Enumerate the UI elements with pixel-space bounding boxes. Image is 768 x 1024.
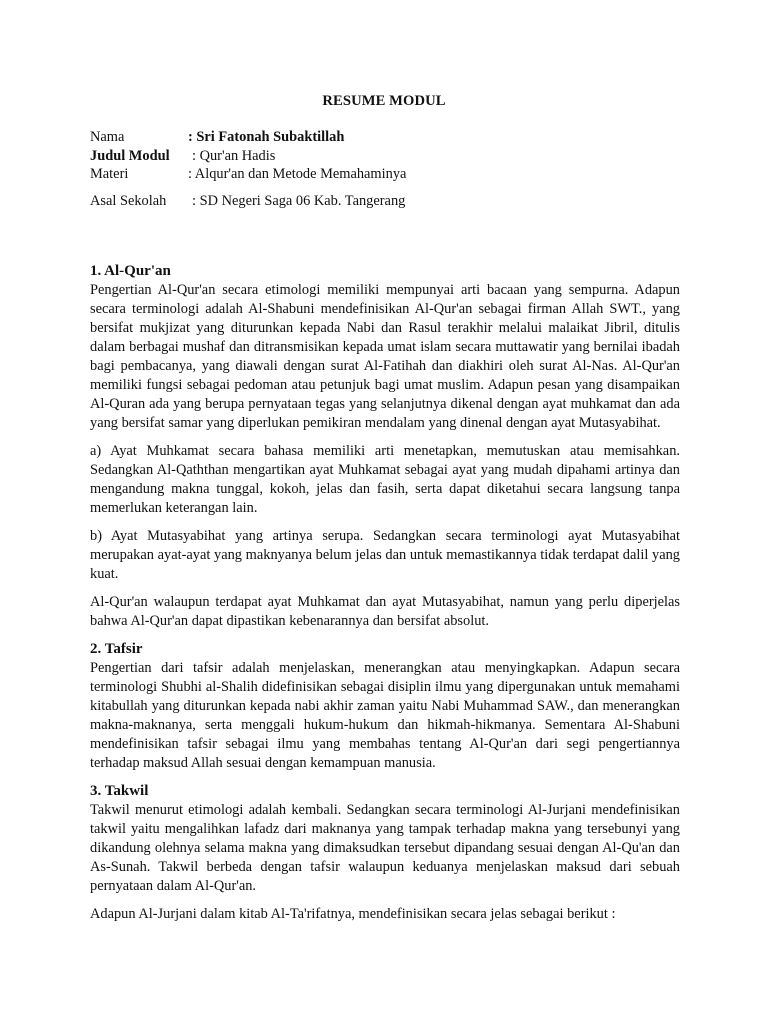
section-heading-takwil: 3. Takwil <box>90 783 149 799</box>
meta-judul-row <box>90 147 276 166</box>
paragraph: Al-Qur'an walaupun terdapat ayat Muhkamat dan ayat Mutasyabihat, namun yang perlu diperjelas bahwa Al-Qur'an dapat dipastikan kebenarannya dan bersifat absolut. <box>90 594 680 629</box>
paragraph: Pengertian Al-Qur'an secara etimologi memiliki mempunyai arti bacaan yang sempurna. Adapun secara terminologi adalah Al-Shabuni mendefinisikan Al-Qur'an sebagai firman Allah SWT., yang bersifat mukjizat yang diturunkan kepada Nabi dan Rasul terakhir melalui malaikat Jibril, ditulis dalam berbagai mushaf dan ditransmisikan kepada umat islam secara muttawatir yang bernilai ibadah bagi pembacanya, yang diawali dengan surat Al-Fatihah dan diakhiri oleh surat Al-Nas. Al-Qur'an memiliki fungsi sebagai pedoman atau petunjuk bagi umat muslim. Adapun pesan yang disampaikan Al-Quran ada yang berupa pernyataan tegas yang selanjutnya dikenal dengan ayat muhkamat dan ada yang bersifat samar yang diperlukan pemikiran mendalam yang dinenal dengan ayat Mutasyabihat. <box>90 282 680 431</box>
paragraph: Adapun Al-Jurjani dalam kitab Al-Ta'rifatnya, mendefinisikan secara jelas sebagai berikut : <box>90 906 616 922</box>
paragraph: Takwil menurut etimologi adalah kembali. Sedangkan secara terminologi Al-Jurjani mendefinisikan takwil yaitu mengalihkan lafadz dari maknanya yang tampak terhadap makna yang tersebunyi yang dikandung olehnya selama makna yang dimaksudkan tersebut dipandang sesuai dengan Al-Qu'an dan As-Sunah. Takwil berbeda dengan tafsir walaupun keduanya menjelaskan maksud dari sebuah pernyataan dalam Al-Qur'an. <box>90 802 680 894</box>
meta-sekolah-label: Asal Sekolah <box>90 193 167 209</box>
meta-nama-row <box>90 128 345 147</box>
document-title: RESUME MODUL <box>322 93 446 109</box>
meta-materi-value: : Alqur'an dan Metode Memahaminya <box>188 166 407 182</box>
paragraph: a) Ayat Muhkamat secara bahasa memiliki arti menetapkan, memutuskan atau memisahkan. Sedangkan Al-Qaththan mengartikan ayat Muhkamat sebagai ayat yang mudah dipahami artinya dan mengandung makna tunggal, kokoh, jelas dan fasih, serta dapat diketahui secara langsung tanpa memerlukan keterangan lain. <box>90 443 680 516</box>
meta-materi-label: Materi <box>90 166 129 182</box>
meta-nama-value: : Sri Fatonah Subaktillah <box>188 129 345 145</box>
meta-materi-row <box>90 165 407 184</box>
meta-judul-value: : Qur'an Hadis <box>192 148 276 164</box>
section-heading-tafsir: 2. Tafsir <box>90 641 143 657</box>
meta-sekolah-row <box>90 192 406 211</box>
paragraph: b) Ayat Mutasyabihat yang artinya serupa. Sedangkan secara terminologi ayat Mutasyabihat merupakan ayat-ayat yang maknyanya belum jelas dan untuk memastikannya tidak terdapat dalil yang kuat. <box>90 528 680 582</box>
paragraph: Pengertian dari tafsir adalah menjelaskan, menerangkan atau menyingkapkan. Adapun secara terminologi Shubhi al-Shalih didefinisikan sebagai disiplin ilmu yang dipergunakan untuk memahami kitabullah yang diturunkan kepada nabi akhir zaman yaitu Nabi Muhammad SAW., dan menerangkan makna-maknanya, serta menggali hukum-hukum dan hikmah-hikmanya. Sementara Al-Shabuni mendefinisikan tafsir sebagai ilmu yang membahas tentang Al-Qur'an dari segi pengertiannya terhadap maksud Allah sesuai dengan kemampuan manusia. <box>90 660 680 771</box>
document-body <box>90 262 680 924</box>
meta-judul-label: Judul Modul <box>90 148 170 164</box>
section-heading-alquran: 1. Al-Qur'an <box>90 263 171 279</box>
meta-nama-label: Nama <box>90 129 125 145</box>
meta-sekolah-value: : SD Negeri Saga 06 Kab. Tangerang <box>192 193 406 209</box>
